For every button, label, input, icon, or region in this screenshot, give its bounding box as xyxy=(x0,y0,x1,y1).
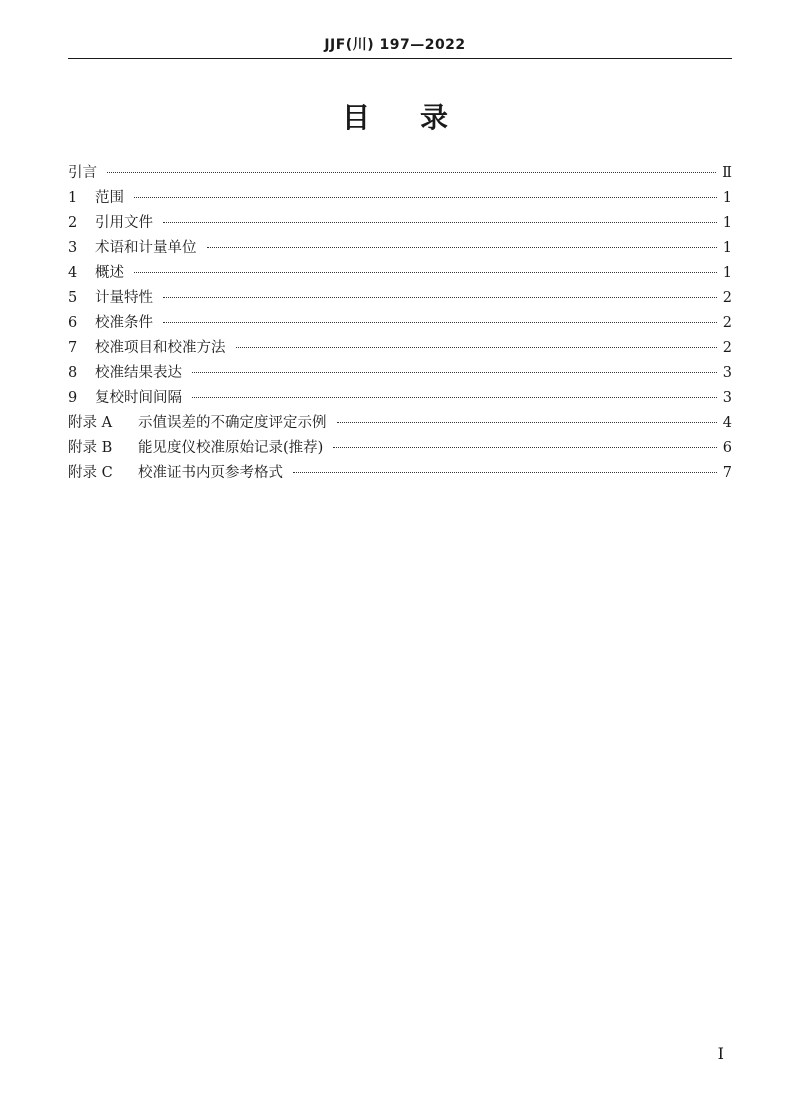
toc-leader-dots xyxy=(337,422,717,423)
toc-entry-appendix-c[interactable] xyxy=(68,461,732,486)
toc-leader-dots xyxy=(163,297,717,298)
toc-entry-page: 3 xyxy=(722,390,732,406)
toc-entry-page: 6 xyxy=(722,440,732,456)
toc-entry-label xyxy=(68,236,197,261)
toc-entry-5[interactable] xyxy=(68,286,732,311)
toc-entry-label xyxy=(68,261,124,286)
toc-entry-7[interactable] xyxy=(68,336,732,361)
toc-entry-text: 能见度仪校准原始记录(推荐) xyxy=(138,440,324,456)
toc-entry-4[interactable] xyxy=(68,261,732,286)
toc-entry-text: 术语和计量单位 xyxy=(95,240,197,256)
toc-entry-number: 2 xyxy=(68,215,78,231)
toc-entry-label xyxy=(68,461,283,486)
toc-entry-label xyxy=(68,336,226,361)
toc-leader-dots xyxy=(192,372,717,373)
toc-entry-number: 9 xyxy=(68,390,78,406)
toc-entry-9[interactable] xyxy=(68,386,732,411)
toc-entry-label xyxy=(68,386,182,411)
toc-entry-text: 复校时间间隔 xyxy=(95,390,182,406)
toc-entry-text: 计量特性 xyxy=(95,290,153,306)
toc-leader-dots xyxy=(293,472,717,473)
toc-entry-6[interactable] xyxy=(68,311,732,336)
toc-entry-text: 校准条件 xyxy=(95,315,153,331)
toc-entry-text: 示值误差的不确定度评定示例 xyxy=(138,415,327,431)
toc-entry-label: 引言 xyxy=(68,165,97,181)
toc-title-char-2: 录 xyxy=(420,101,449,134)
toc-leader-dots xyxy=(333,447,716,448)
toc-entry-text: 概述 xyxy=(95,265,124,281)
toc-entry-page: Ⅱ xyxy=(722,165,732,181)
toc-entry-number: 附录 A xyxy=(68,415,113,431)
toc-entry-number: 3 xyxy=(68,240,78,256)
document-header: JJF(川) 197—2022 xyxy=(324,37,466,53)
toc-entry-1[interactable] xyxy=(68,186,732,211)
toc-entry-page: 1 xyxy=(722,265,732,281)
header-rule xyxy=(68,58,732,59)
toc-entry-page: 4 xyxy=(722,415,732,431)
toc-leader-dots xyxy=(163,322,717,323)
toc-entry-label xyxy=(68,436,323,461)
toc-title xyxy=(0,96,790,136)
toc-leader-dots xyxy=(236,347,717,348)
toc-entry-appendix-a[interactable] xyxy=(68,411,732,436)
toc-entry-label xyxy=(68,361,182,386)
toc-entry-number: 8 xyxy=(68,365,78,381)
toc-entry-page: 3 xyxy=(722,365,732,381)
toc-entry-number: 7 xyxy=(68,340,78,356)
toc-entry-text: 校准项目和校准方法 xyxy=(95,340,226,356)
toc-entry-number: 6 xyxy=(68,315,78,331)
toc-entry-foreword[interactable] xyxy=(68,161,732,186)
toc-entry-label xyxy=(68,186,124,211)
toc-entry-number: 附录 B xyxy=(68,440,113,456)
toc-entry-number: 附录 C xyxy=(68,465,113,481)
toc-leader-dots xyxy=(207,247,717,248)
toc-entry-page: 1 xyxy=(722,240,732,256)
toc-entry-page: 2 xyxy=(722,315,732,331)
toc-entry-text: 引用文件 xyxy=(95,215,153,231)
toc-entry-number: 4 xyxy=(68,265,78,281)
toc-entry-page: 1 xyxy=(722,190,732,206)
toc-entry-2[interactable] xyxy=(68,211,732,236)
toc-entry-text: 校准结果表达 xyxy=(95,365,182,381)
toc-entry-page: 7 xyxy=(722,465,732,481)
toc-entry-number: 5 xyxy=(68,290,78,306)
toc-entry-page: 2 xyxy=(722,290,732,306)
toc-entry-text: 校准证书内页参考格式 xyxy=(138,465,283,481)
toc-leader-dots xyxy=(107,172,716,173)
table-of-contents xyxy=(68,161,732,486)
toc-entry-3[interactable] xyxy=(68,236,732,261)
toc-leader-dots xyxy=(134,197,717,198)
toc-entry-8[interactable] xyxy=(68,361,732,386)
toc-entry-label xyxy=(68,211,153,236)
toc-title-char-1: 目 xyxy=(341,101,370,134)
toc-entry-page: 2 xyxy=(722,340,732,356)
toc-entry-text: 范围 xyxy=(95,190,124,206)
toc-leader-dots xyxy=(192,397,717,398)
toc-entry-label xyxy=(68,311,153,336)
toc-entry-number: 1 xyxy=(68,190,78,206)
toc-entry-label xyxy=(68,411,327,436)
toc-entry-label xyxy=(68,286,153,311)
toc-leader-dots xyxy=(134,272,717,273)
toc-leader-dots xyxy=(163,222,717,223)
toc-entry-page: 1 xyxy=(722,215,732,231)
page-number: I xyxy=(717,1044,724,1063)
toc-entry-appendix-b[interactable] xyxy=(68,436,732,461)
